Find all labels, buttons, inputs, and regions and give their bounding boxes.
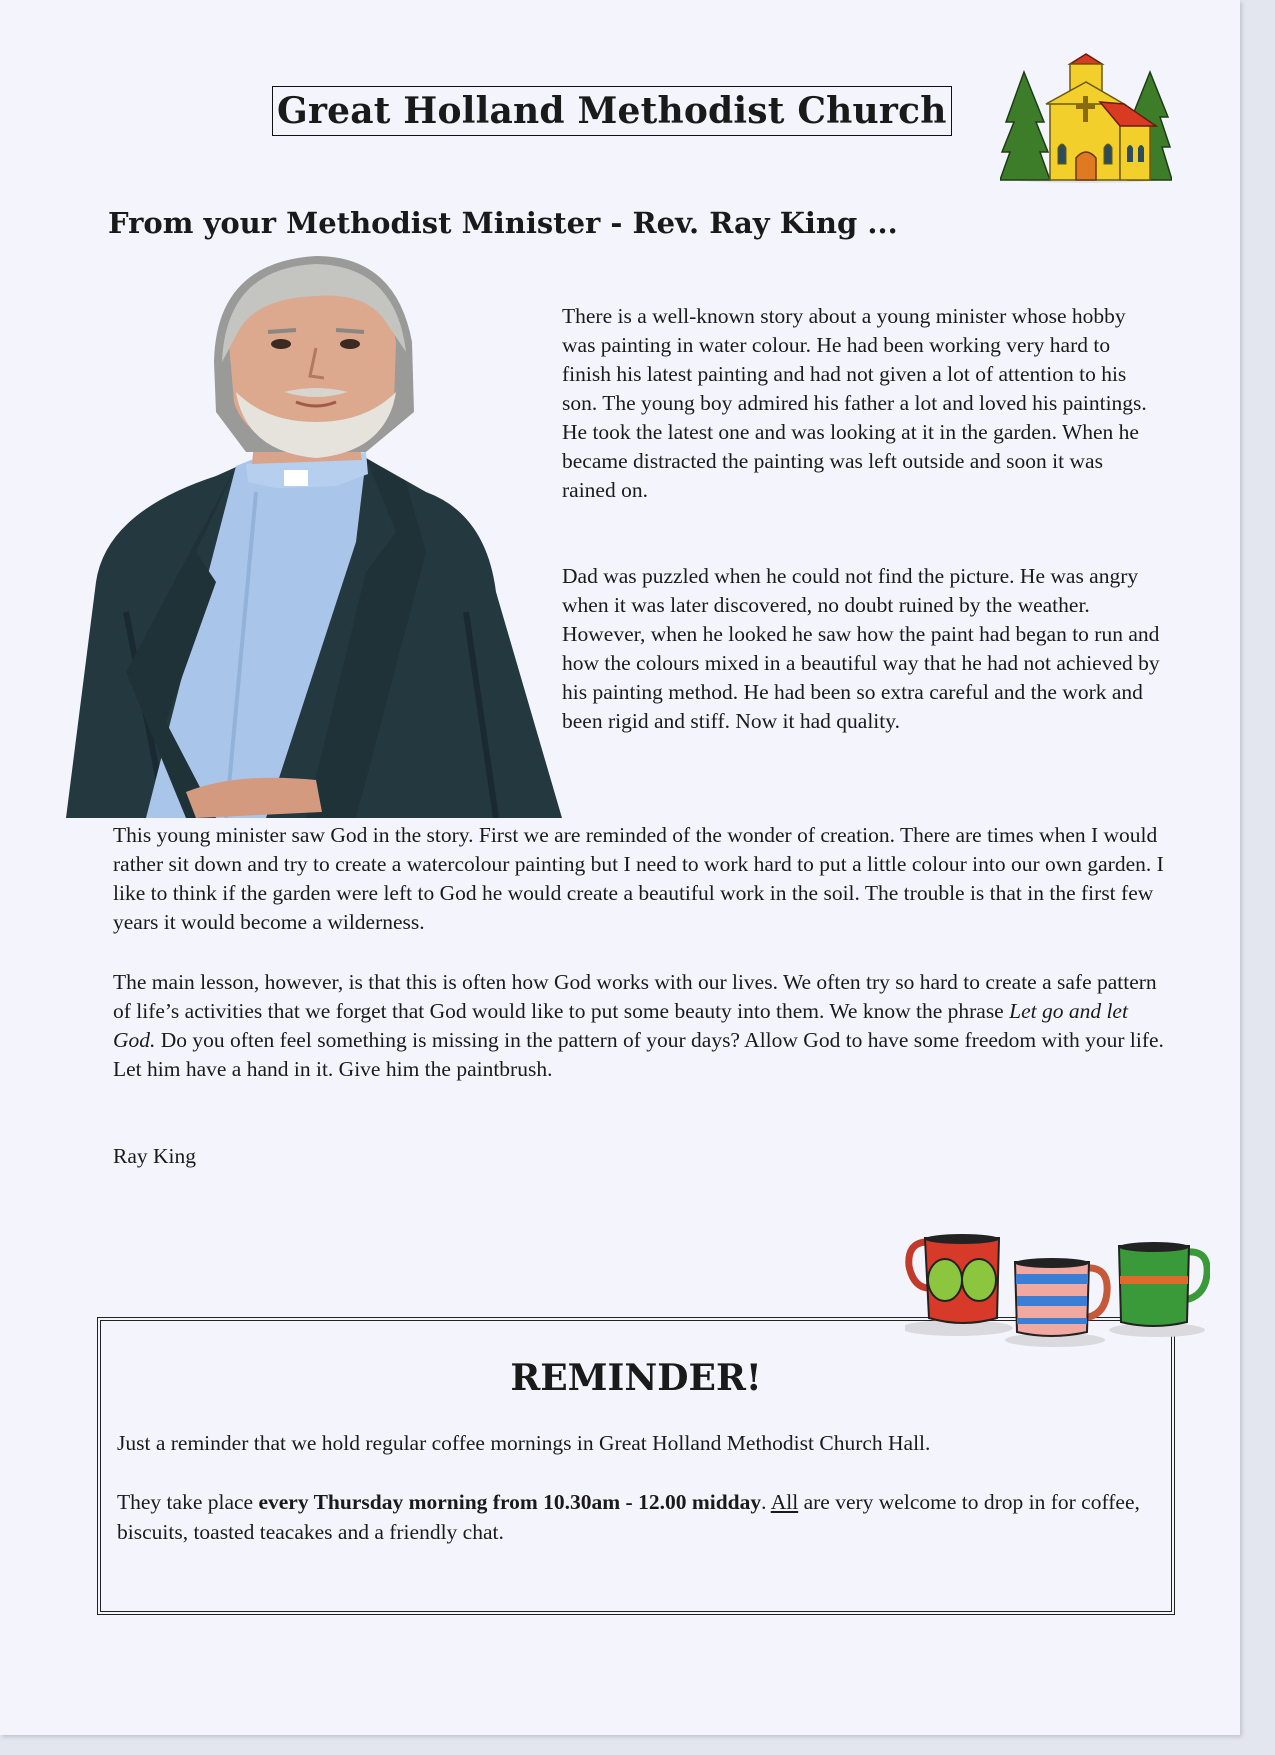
- article-paragraph: There is a well-known story about a young minister whose hobby was painting in water colour. He had been working very hard to finish his latest painting and had not given a lot of attention to his son. The young boy admired his father a lot and loved his paintings. He took the latest one and was looking at it in the garden. When he became distracted the painting was left outside and soon it was rained on.: [562, 304, 1147, 502]
- paragraph-text: Do you often feel something is missing in the pattern of your days? Allow God to have some freedom with your life. Let him have a hand in it. Give him the paintbrush.: [113, 1028, 1164, 1081]
- reminder-all: All: [770, 1490, 799, 1514]
- reminder-text: [117, 1487, 1157, 1547]
- article-paragraph: Dad was puzzled when he could not find the picture. He was angry when it was later discovered, no doubt ruined by the weather. However, when he looked he saw how the paint had began to run and how the colours mixed in a beautiful way that he had not achieved by his painting method. He had been so extra careful and the work and been rigid and stiff. Now it had quality.: [562, 564, 1160, 733]
- reminder-text-part: are very welcome to drop in for coffee, biscuits, toasted teacakes and a friendly chat.: [117, 1490, 1140, 1544]
- reminder-text-part: .: [761, 1490, 771, 1514]
- reminder-text-part: They take place: [117, 1490, 259, 1514]
- reminder-title: REMINDER!: [510, 1357, 762, 1399]
- coffee-mug-icon: [1005, 1258, 1107, 1347]
- coffee-mug-icon: [905, 1234, 1013, 1336]
- paragraph-text: The main lesson, however, is that this is often how God works with our lives. We often try so hard to create a safe pattern of life’s activities that we forget that God would like to put some beauty into them. We know the phrase: [113, 970, 1157, 1023]
- reminder-box: [97, 1317, 1175, 1615]
- coffee-mug-icon: [905, 1232, 1210, 1350]
- page-title: Great Holland Methodist Church: [272, 86, 952, 136]
- church-icon: [1000, 52, 1172, 184]
- minister-portrait: [66, 252, 562, 818]
- article-heading: From your Methodist Minister - Rev. Ray King ...: [108, 206, 898, 240]
- article-paragraph: This young minister saw God in the story. First we are reminded of the wonder of creation. There are times when I would rather sit down and try to create a watercolour painting but I need to work hard to put a little colour into our own garden. I like to think if the garden were left to God he would create a beautiful work in the soil. The trouble is that in the first few years it would become a wilderness.: [113, 823, 1164, 934]
- reminder-text: Just a reminder that we hold regular coffee mornings in Great Holland Methodist Church Hall.: [117, 1431, 931, 1455]
- phrase-let-go: Let go and let God.: [113, 999, 1128, 1052]
- reminder-times: every Thursday morning from 10.30am - 12.00 midday: [258, 1490, 762, 1514]
- coffee-mug-icon: [1109, 1242, 1207, 1337]
- signature: Ray King: [113, 1144, 197, 1168]
- article-paragraph: [113, 968, 1173, 1084]
